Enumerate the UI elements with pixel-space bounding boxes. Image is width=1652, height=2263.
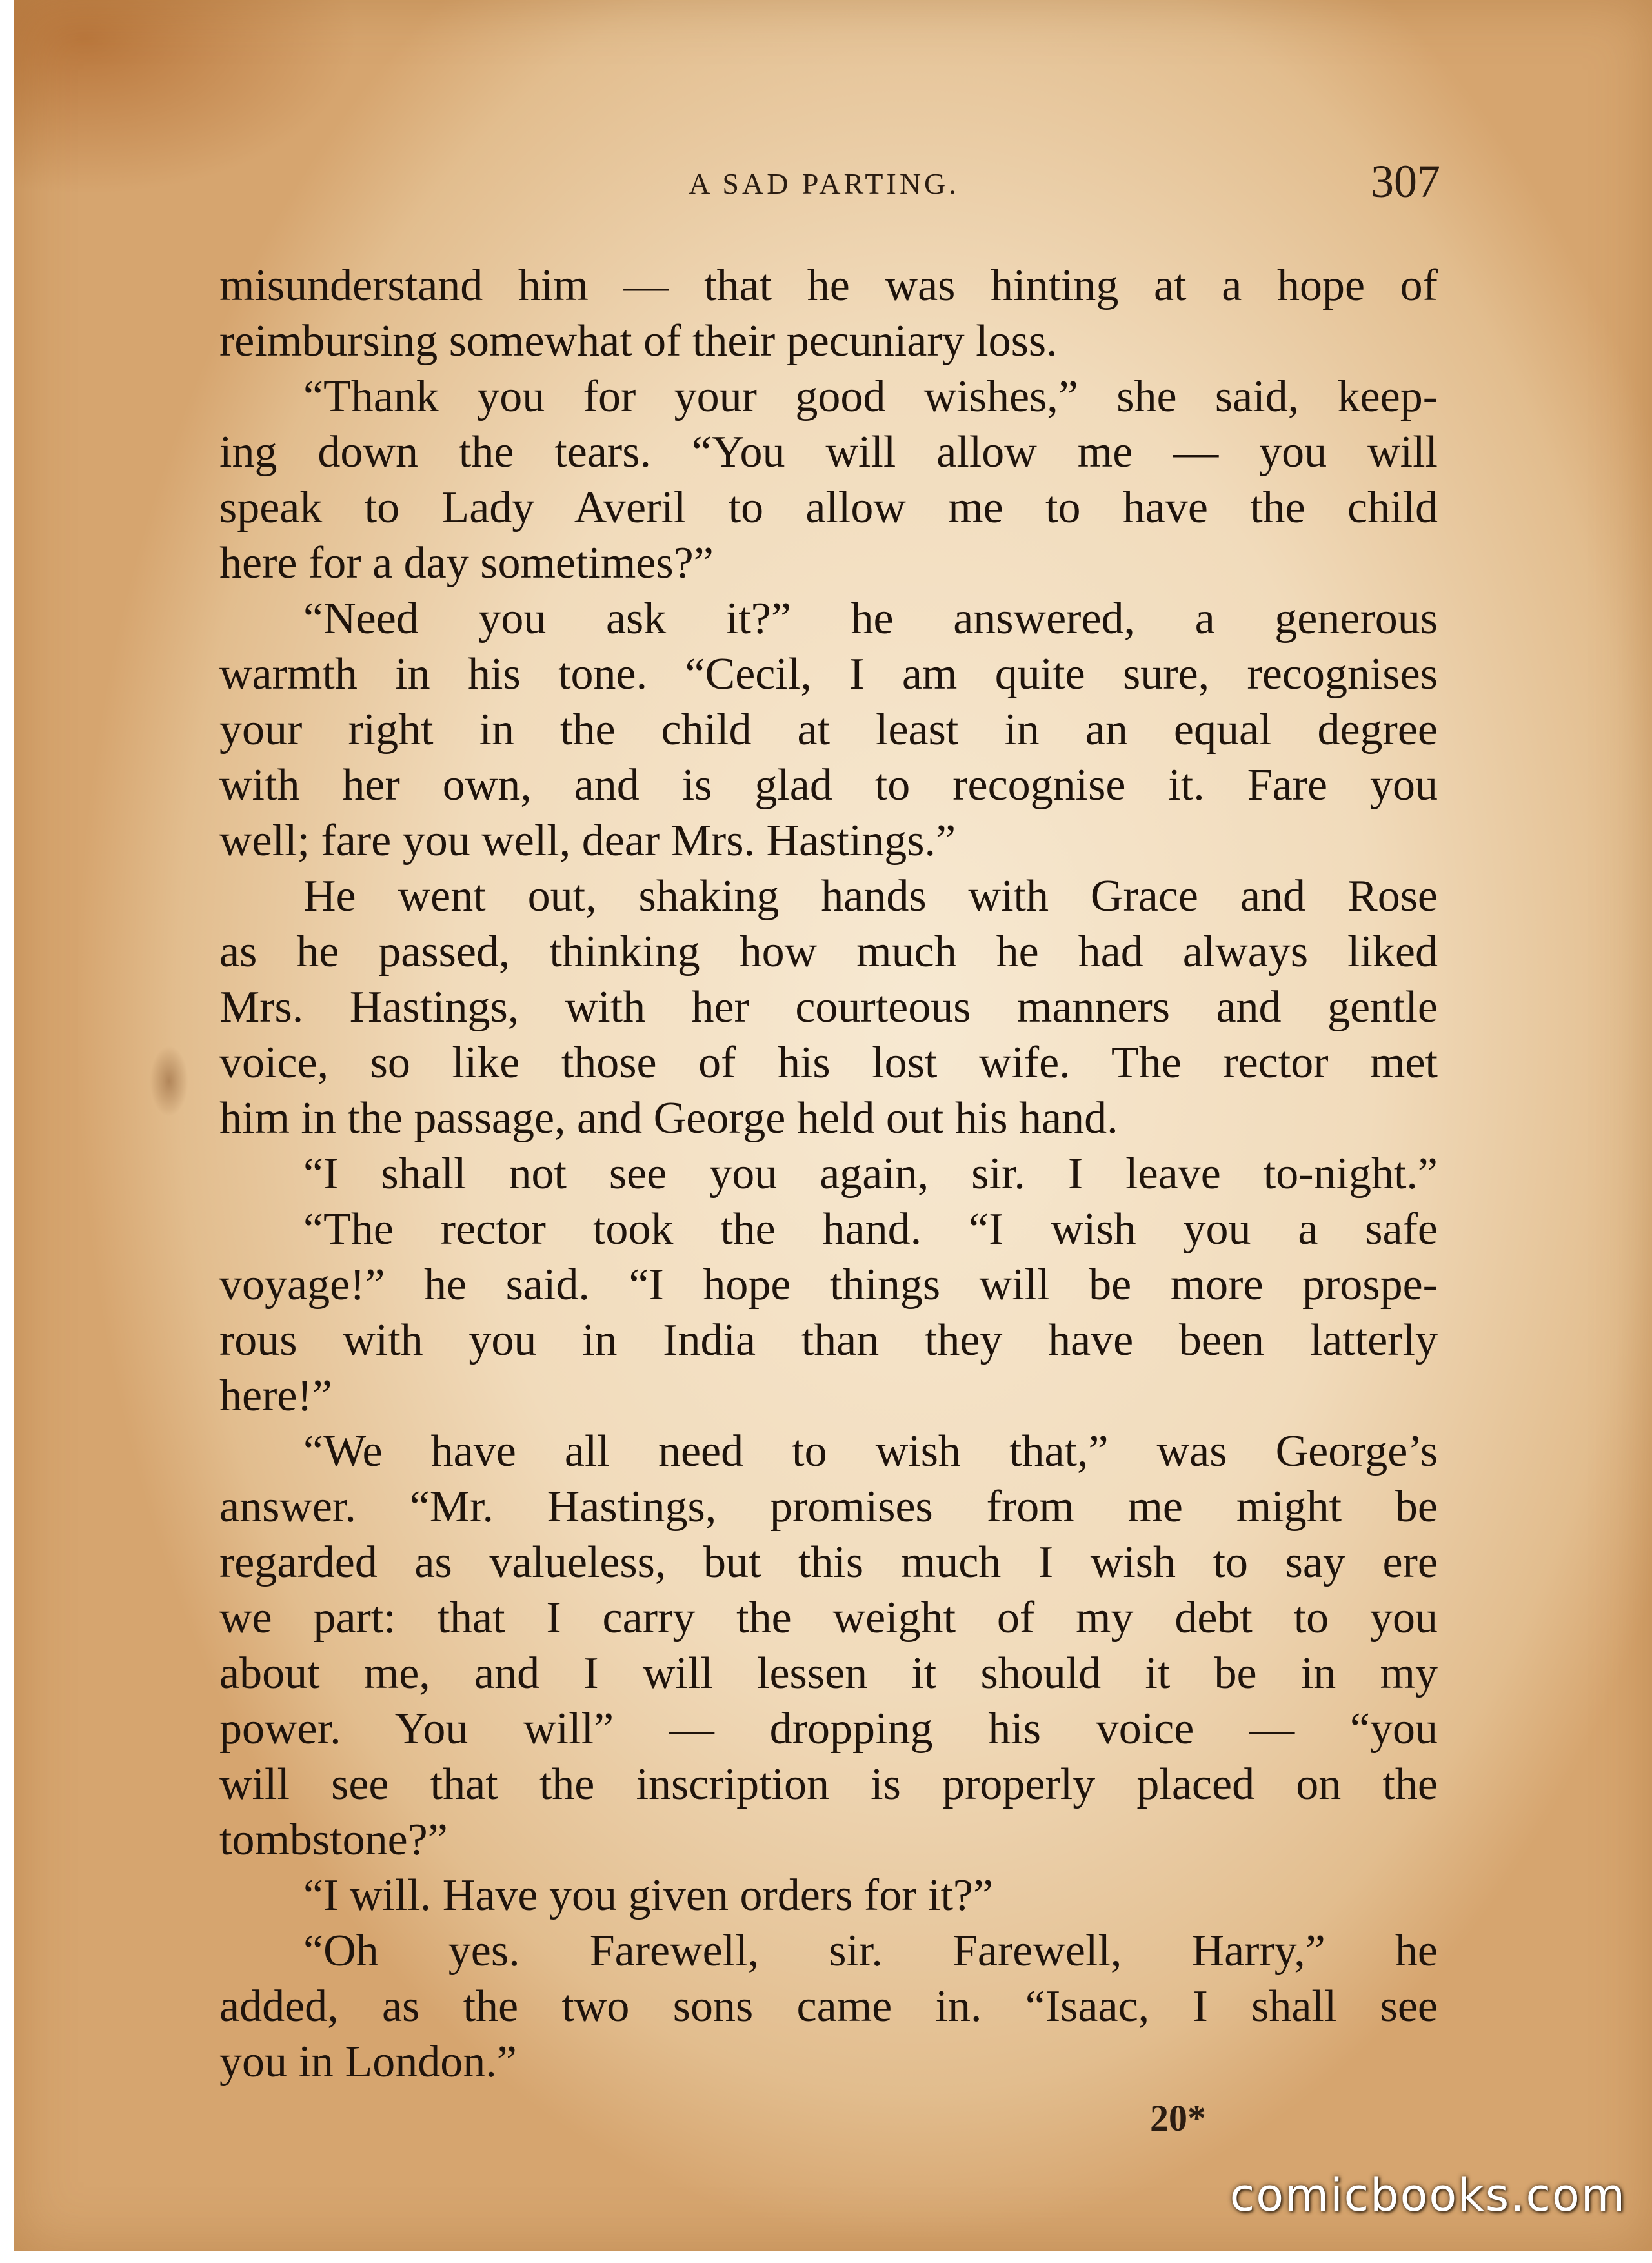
- text-line: “I shall not see you again, sir. I leave to-night.”: [303, 1149, 1438, 1199]
- text-line: voice, so like those of his lost wife. The rector met: [219, 1038, 1438, 1088]
- page-header: [208, 155, 1440, 213]
- text-line: regarded as valueless, but this much I wish to say ere: [219, 1537, 1438, 1587]
- page-number: 307: [1371, 156, 1440, 207]
- text-line: misunderstand him — that he was hinting at a hope of: [219, 261, 1438, 310]
- text-line: your right in the child at least in an equal degree: [219, 705, 1438, 755]
- text-line: “I will. Have you given orders for it?”: [303, 1871, 994, 1920]
- text-line: added, as the two sons came in. “Isaac, I shall see: [219, 1982, 1438, 2031]
- text-line: you in London.”: [219, 2037, 517, 2087]
- text-line: “Oh yes. Farewell, sir. Farewell, Harry,” he: [303, 1926, 1438, 1976]
- text-line: ing down the tears. “You will allow me — you will: [219, 427, 1438, 477]
- text-line: as he passed, thinking how much he had always liked: [219, 927, 1438, 977]
- text-line: tombstone?”: [219, 1815, 448, 1865]
- text-line: rous with you in India than they have been latterly: [219, 1315, 1438, 1365]
- text-line: power. You will” — dropping his voice — “you: [219, 1704, 1438, 1754]
- body-text: [219, 258, 1438, 2090]
- text-line: here for a day sometimes?”: [219, 538, 714, 588]
- text-line: well; fare you well, dear Mrs. Hastings.”: [219, 816, 956, 866]
- text-line: He went out, shaking hands with Grace and Rose: [303, 871, 1438, 921]
- text-line: “The rector took the hand. “I wish you a safe: [303, 1204, 1438, 1254]
- text-line: “Thank you for your good wishes,” she said, keep-: [303, 372, 1438, 421]
- text-line: will see that the inscription is properly placed on the: [219, 1760, 1438, 1809]
- book-page: [14, 0, 1652, 2251]
- text-line: warmth in his tone. “Cecil, I am quite sure, recognises: [219, 649, 1438, 699]
- text-line: “Need you ask it?” he answered, a generous: [303, 594, 1438, 644]
- text-line: reimbursing somewhat of their pecuniary loss.: [219, 316, 1058, 366]
- text-line: Mrs. Hastings, with her courteous manners and gentle: [219, 982, 1438, 1032]
- text-line: voyage!” he said. “I hope things will be more prospe-: [219, 1260, 1438, 1310]
- text-line: about me, and I will lessen it should it be in my: [219, 1649, 1438, 1698]
- running-head: A SAD PARTING.: [689, 167, 960, 200]
- text-line: “We have all need to wish that,” was George’s: [303, 1426, 1438, 1476]
- text-line: we part: that I carry the weight of my debt to you: [219, 1593, 1438, 1643]
- text-line: here!”: [219, 1371, 332, 1421]
- text-line: with her own, and is glad to recognise it. Fare you: [219, 760, 1438, 810]
- page-stain: [150, 1046, 188, 1117]
- text-line: him in the passage, and George held out his hand.: [219, 1093, 1118, 1143]
- text-line: answer. “Mr. Hastings, promises from me might be: [219, 1482, 1438, 1532]
- watermark: comicbooks.com: [1229, 2169, 1626, 2222]
- signature-mark: 20*: [1150, 2097, 1206, 2139]
- text-line: speak to Lady Averil to allow me to have the child: [219, 483, 1438, 533]
